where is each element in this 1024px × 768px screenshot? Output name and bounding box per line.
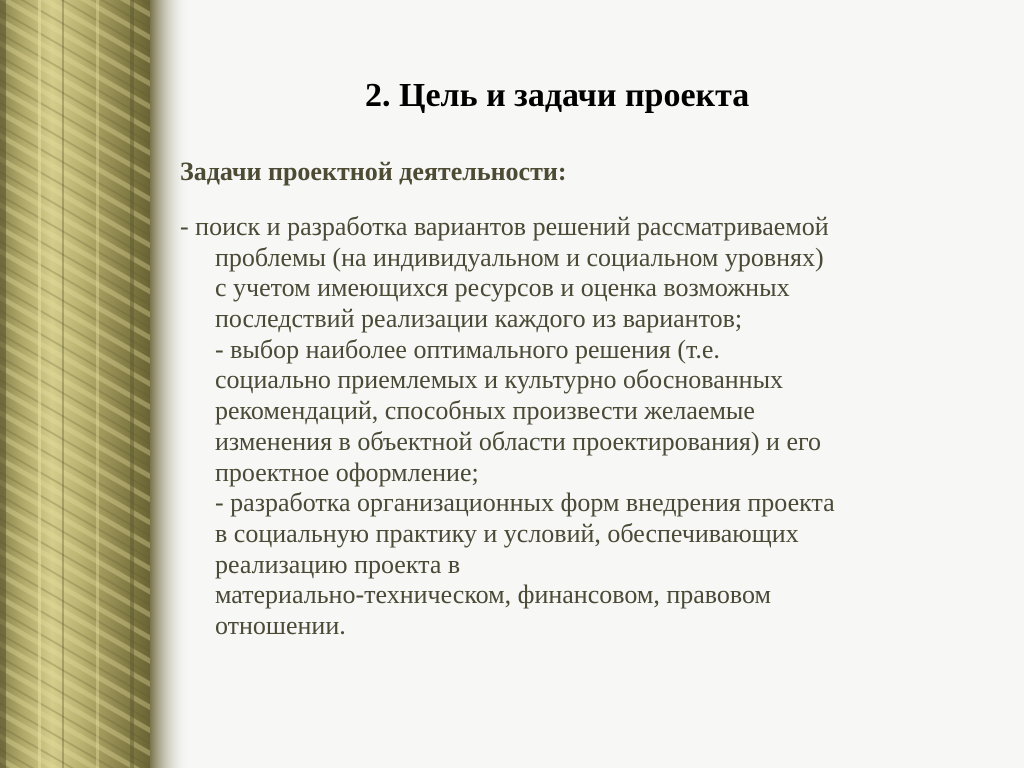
slide-subtitle: Задачи проектной деятельности: <box>180 157 567 186</box>
gold-column-decoration <box>0 0 190 768</box>
text-line: изменения в объектной области проектирования) и его <box>215 426 822 456</box>
text-line: - выбор наиболее оптимального решения (т.е. <box>215 334 720 364</box>
text-line: последствий реализации каждого из вариантов; <box>215 304 743 334</box>
text-line: проблемы (на индивидуальном и социальном уровнях) <box>215 242 824 272</box>
slide-title: 2. Цель и задачи проекта <box>365 77 750 114</box>
text-line: реализацию проекта в <box>215 549 461 579</box>
text-line: с учетом имеющихся ресурсов и оценка возможных <box>215 273 790 303</box>
text-line: - поиск и разработка вариантов решений рассматриваемой <box>180 212 829 241</box>
text-line: проектное оформление; <box>215 457 479 487</box>
text-line: - разработка организационных форм внедрения проекта <box>215 488 835 518</box>
text-line: в социальную практику и условий, обеспечивающих <box>215 518 799 548</box>
tasks-text <box>180 212 1010 642</box>
text-line: рекомендаций, способных произвести желаемые <box>215 396 755 426</box>
text-line: социально приемлемых и культурно обоснованных <box>215 365 784 395</box>
text-line: отношении. <box>215 610 346 640</box>
text-line: материально-техническом, финансовом, правовом <box>215 580 771 610</box>
